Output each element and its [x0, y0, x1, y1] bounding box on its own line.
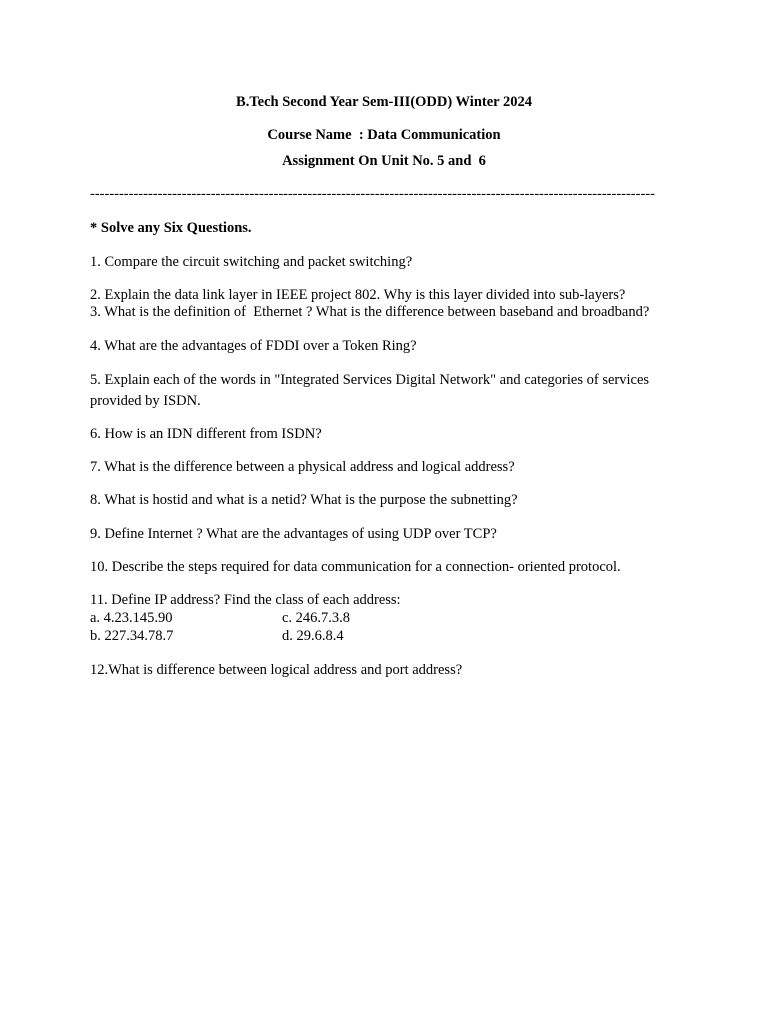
address-a: a. 4.23.145.90 — [90, 610, 173, 626]
question-5-line-1: 5. Explain each of the words in "Integrated Services Digital Network" and categories of services — [90, 372, 650, 388]
question-1: 1. Compare the circuit switching and packet switching? — [90, 254, 413, 270]
address-d: d. 29.6.8.4 — [282, 628, 344, 644]
question-7: 7. What is the difference between a physical address and logical address? — [90, 459, 515, 475]
course-name: Course Name : Data Communication — [267, 127, 501, 143]
question-8: 8. What is hostid and what is a netid? What is the purpose the subnetting? — [90, 492, 518, 508]
address-c: c. 246.7.3.8 — [282, 610, 351, 626]
question-11: 11. Define IP address? Find the class of each address: — [90, 592, 401, 608]
divider-line: --------------------------------------------------------------------------------------------------------------------- — [90, 186, 655, 202]
instruction: * Solve any Six Questions. — [90, 220, 252, 236]
question-12: 12.What is difference between logical address and port address? — [90, 662, 463, 678]
question-4: 4. What are the advantages of FDDI over a Token Ring? — [90, 338, 417, 354]
question-2: 2. Explain the data link layer in IEEE project 802. Why is this layer divided into sub-layers? — [90, 287, 626, 303]
address-b: b. 227.34.78.7 — [90, 628, 174, 644]
question-3: 3. What is the definition of Ethernet ? What is the difference between baseband and broadband? — [90, 304, 650, 320]
question-9: 9. Define Internet ? What are the advantages of using UDP over TCP? — [90, 526, 497, 542]
question-6: 6. How is an IDN different from ISDN? — [90, 426, 322, 442]
question-5-line-2: provided by ISDN. — [90, 393, 201, 409]
assignment-title: Assignment On Unit No. 5 and 6 — [282, 153, 486, 169]
question-10: 10. Describe the steps required for data communication for a connection- oriented protocol. — [90, 559, 621, 575]
course-header: B.Tech Second Year Sem-III(ODD) Winter 2024 — [236, 94, 532, 110]
